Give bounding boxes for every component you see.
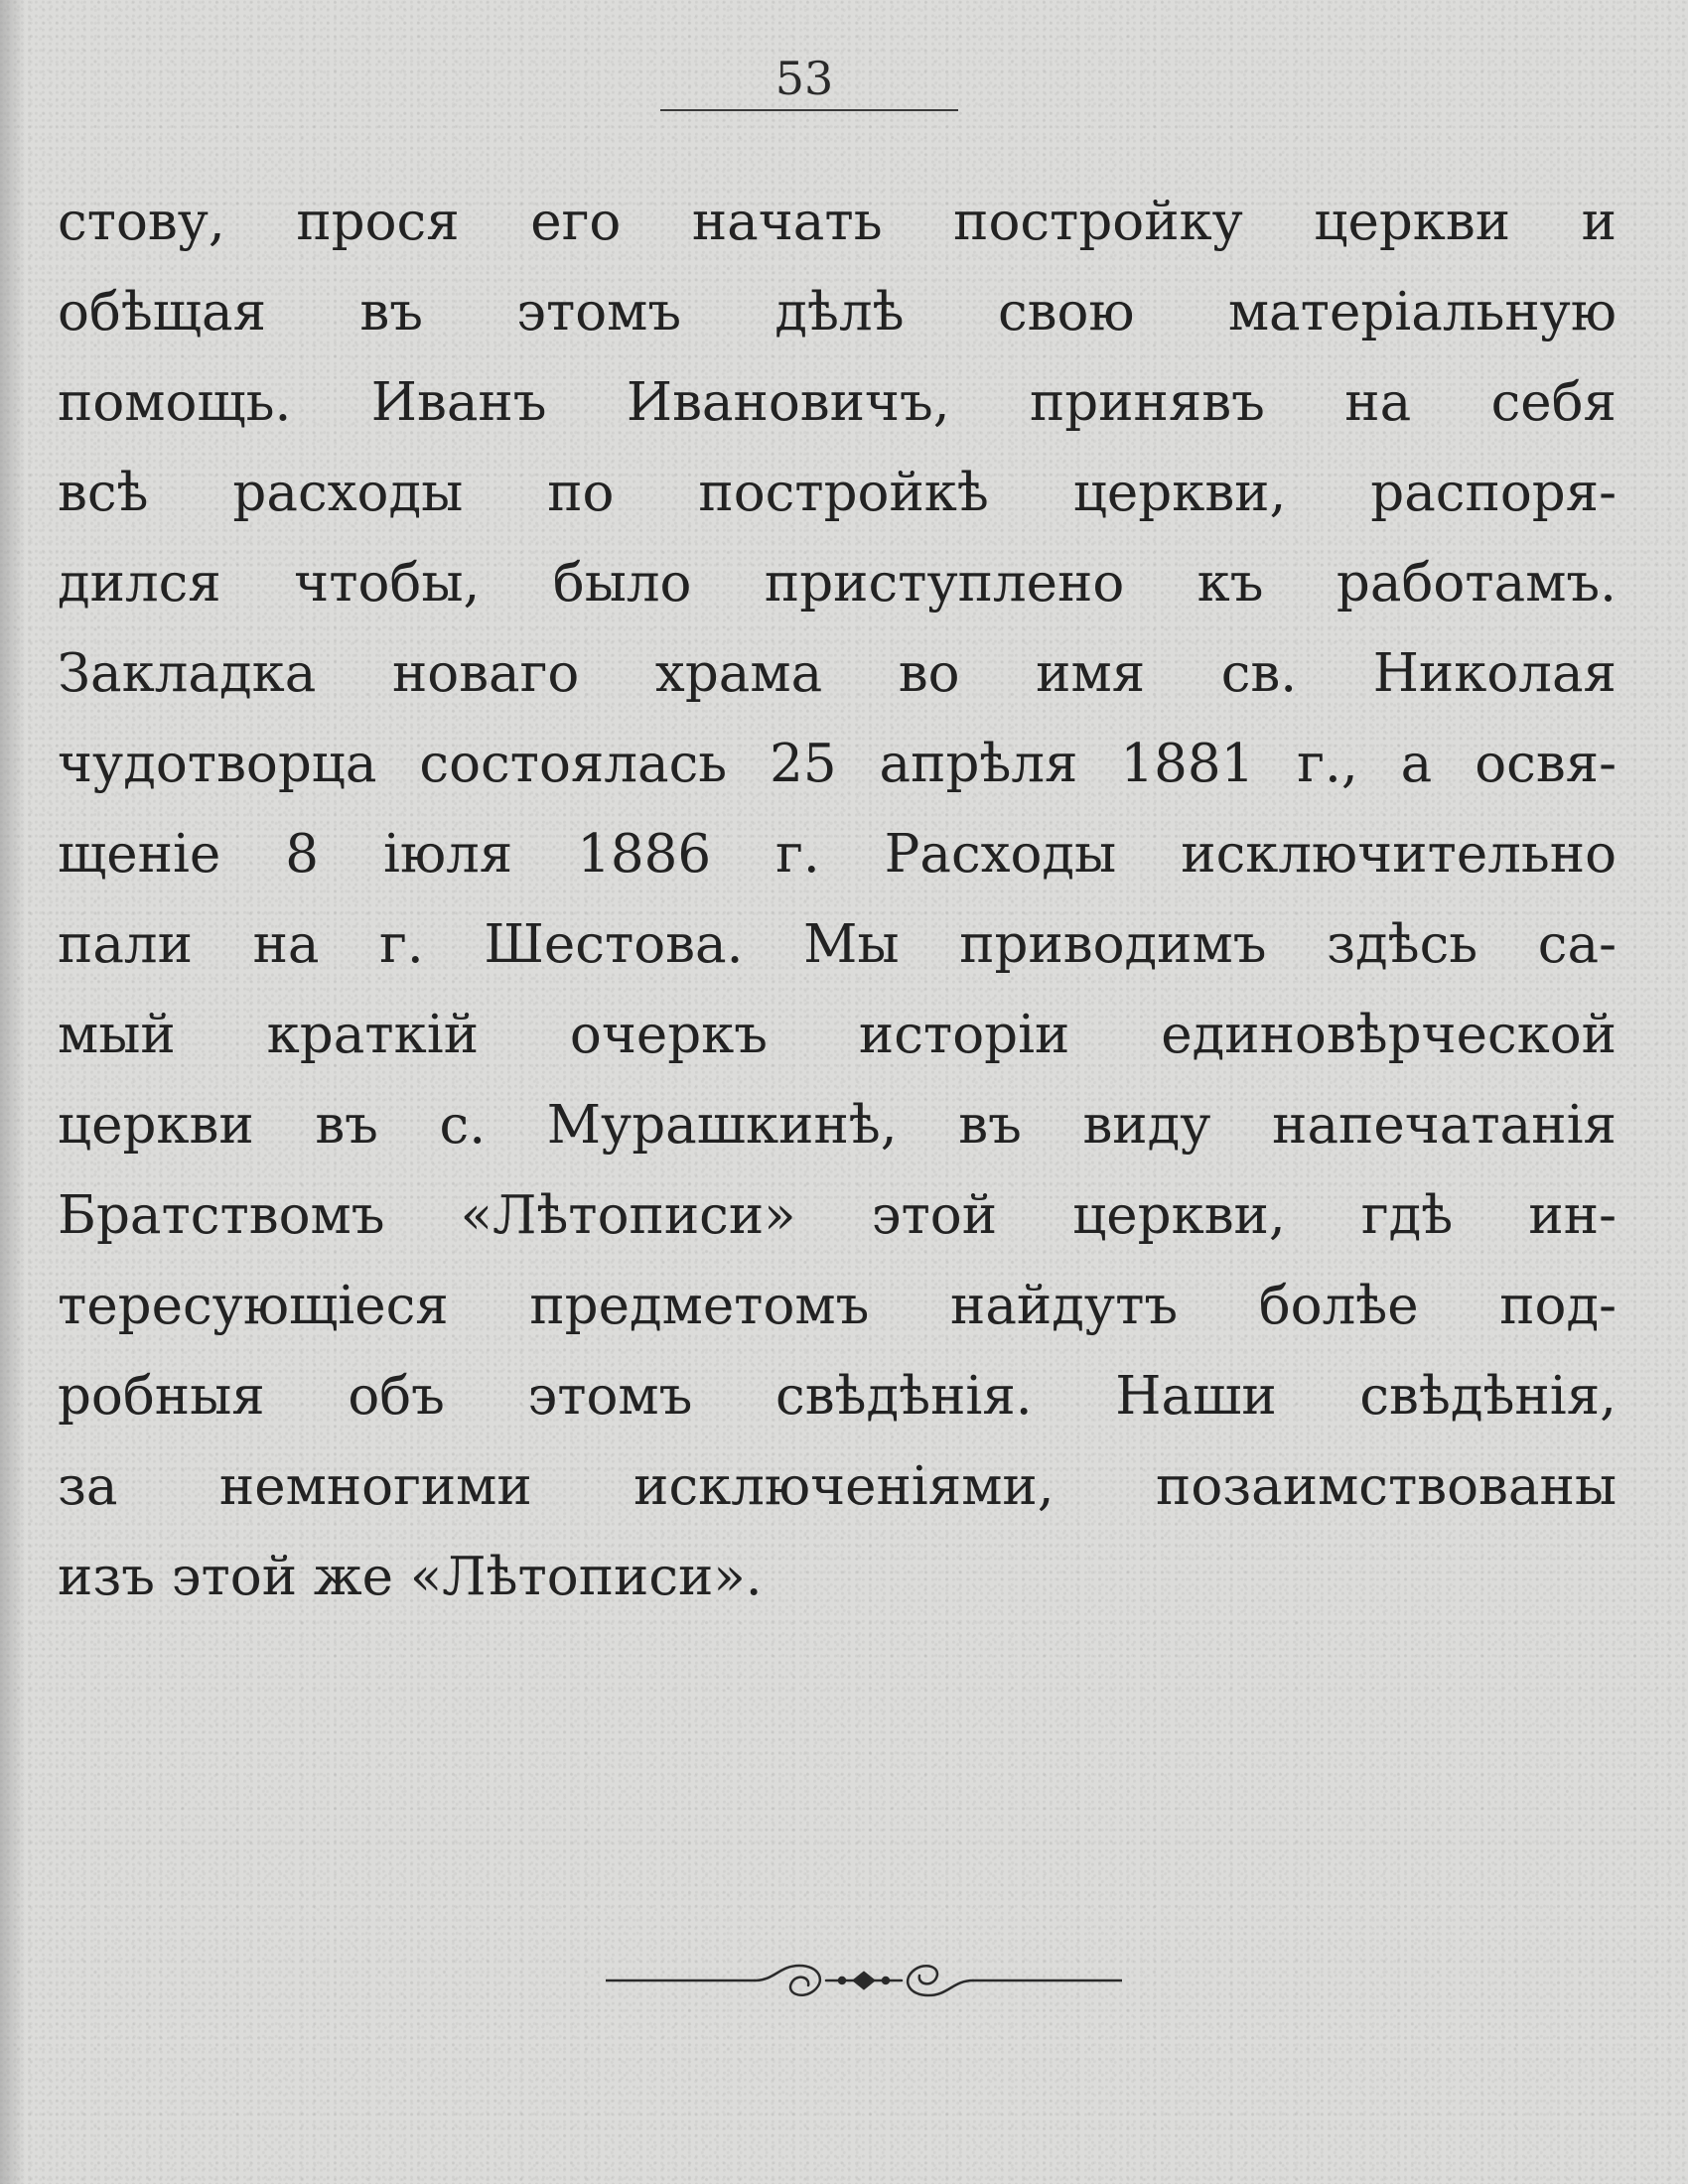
text-line: Закладка новаго храма во имя св. Николая	[58, 643, 1617, 704]
text-line: робныя объ этомъ свѣдѣнія. Наши свѣдѣнія,	[58, 1366, 1617, 1427]
text-line: мый краткій очеркъ исторіи единовѣрческой	[58, 1005, 1617, 1065]
page-edge-shadow	[0, 0, 26, 2184]
text-line: чудотворца состоялась 25 апрѣля 1881 г., а освя-	[58, 734, 1617, 794]
ornamental-flourish-icon	[606, 1946, 1122, 2015]
text-line: пали на г. Шестова. Мы приводимъ здѣсь са-	[58, 914, 1617, 975]
body-text	[58, 177, 1617, 1622]
text-line: помощь. Иванъ Ивановичъ, принявъ на себя	[58, 372, 1617, 433]
text-line: дился чтобы, было приступлено къ работамъ.	[58, 553, 1617, 614]
text-line: Братствомъ «Лѣтописи» этой церкви, гдѣ ин-	[58, 1185, 1617, 1246]
text-line: стову, прося его начать постройку церкви и	[58, 192, 1617, 252]
text-line: за немногими исключеніями, позаимствованы	[58, 1456, 1617, 1517]
text-line: обѣщая въ этомъ дѣлѣ свою матеріальную	[58, 282, 1617, 342]
page-number: 53	[774, 52, 834, 105]
text-line: тересующіеся предметомъ найдутъ болѣе под-	[58, 1276, 1617, 1336]
text-line-last: изъ этой же «Лѣтописи».	[58, 1547, 763, 1607]
text-line: церкви въ с. Мурашкинѣ, въ виду напечатанія	[58, 1095, 1617, 1156]
text-line: всѣ расходы по постройкѣ церкви, распоря-	[58, 463, 1617, 523]
page-number-rule	[660, 109, 958, 111]
text-line: щеніе 8 іюля 1886 г. Расходы исключительно	[58, 824, 1617, 885]
